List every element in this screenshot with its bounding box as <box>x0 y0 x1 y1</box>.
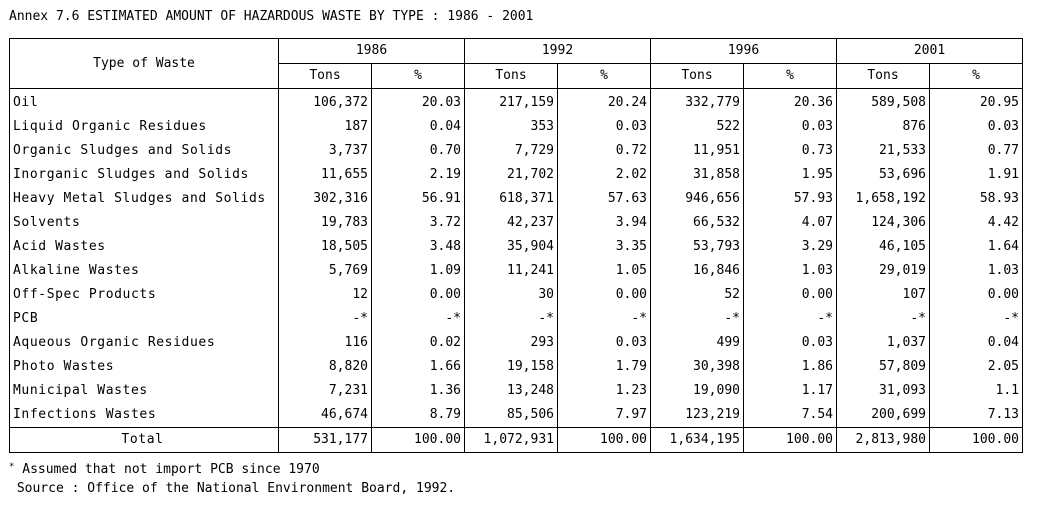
percent-cell: 1.86 <box>744 355 837 379</box>
tons-cell: 876 <box>837 115 930 139</box>
total-cell: 531,177 <box>279 428 372 453</box>
percent-cell: 1.03 <box>930 259 1023 283</box>
total-row <box>10 428 1023 453</box>
percent-cell: 0.72 <box>558 139 651 163</box>
hazardous-waste-table <box>9 38 1023 453</box>
percent-cell: 0.03 <box>558 115 651 139</box>
tons-cell: -* <box>465 307 558 331</box>
tons-cell: 11,655 <box>279 163 372 187</box>
percent-cell: 0.03 <box>744 331 837 355</box>
percent-cell: 1.95 <box>744 163 837 187</box>
percent-cell: 0.73 <box>744 139 837 163</box>
tons-cell: 332,779 <box>651 89 744 116</box>
tons-cell: 31,093 <box>837 379 930 403</box>
percent-cell: 0.00 <box>930 283 1023 307</box>
table-row <box>10 283 1023 307</box>
tons-cell: 5,769 <box>279 259 372 283</box>
tons-cell: 116 <box>279 331 372 355</box>
table-row <box>10 355 1023 379</box>
waste-type-label: Organic Sludges and Solids <box>10 139 279 163</box>
tons-cell: 11,241 <box>465 259 558 283</box>
total-cell: 1,634,195 <box>651 428 744 453</box>
percent-cell: 3.29 <box>744 235 837 259</box>
percent-header: % <box>744 64 837 89</box>
percent-cell: -* <box>744 307 837 331</box>
tons-cell: 35,904 <box>465 235 558 259</box>
percent-cell: 1.03 <box>744 259 837 283</box>
tons-cell: 107 <box>837 283 930 307</box>
tons-cell: 16,846 <box>651 259 744 283</box>
tons-cell: 1,658,192 <box>837 187 930 211</box>
tons-cell: 353 <box>465 115 558 139</box>
footnote-marker: * <box>9 462 15 472</box>
tons-cell: 522 <box>651 115 744 139</box>
percent-cell: 3.72 <box>372 211 465 235</box>
percent-cell: 1.17 <box>744 379 837 403</box>
table-row <box>10 331 1023 355</box>
percent-cell: 2.02 <box>558 163 651 187</box>
waste-type-label: Acid Wastes <box>10 235 279 259</box>
percent-cell: 2.19 <box>372 163 465 187</box>
table-row <box>10 259 1023 283</box>
percent-cell: 0.77 <box>930 139 1023 163</box>
tons-cell: 18,505 <box>279 235 372 259</box>
tons-cell: 589,508 <box>837 89 930 116</box>
percent-cell: 56.91 <box>372 187 465 211</box>
year-header-1986: 1986 <box>279 39 465 64</box>
percent-cell: -* <box>930 307 1023 331</box>
percent-cell: 58.93 <box>930 187 1023 211</box>
waste-type-label: Municipal Wastes <box>10 379 279 403</box>
year-header-row <box>10 39 1023 64</box>
percent-cell: 0.04 <box>930 331 1023 355</box>
tons-cell: 499 <box>651 331 744 355</box>
percent-cell: 1.79 <box>558 355 651 379</box>
tons-cell: -* <box>651 307 744 331</box>
percent-cell: 2.05 <box>930 355 1023 379</box>
year-header-1996: 1996 <box>651 39 837 64</box>
table-row <box>10 307 1023 331</box>
tons-cell: 31,858 <box>651 163 744 187</box>
tons-header: Tons <box>279 64 372 89</box>
waste-type-label: Oil <box>10 89 279 116</box>
total-cell: 100.00 <box>372 428 465 453</box>
tons-cell: 11,951 <box>651 139 744 163</box>
percent-cell: 7.54 <box>744 403 837 428</box>
percent-cell: 4.42 <box>930 211 1023 235</box>
tons-cell: 187 <box>279 115 372 139</box>
percent-cell: 57.93 <box>744 187 837 211</box>
year-header-1992: 1992 <box>465 39 651 64</box>
footnote <box>9 460 455 498</box>
tons-cell: 21,533 <box>837 139 930 163</box>
tons-cell: 7,729 <box>465 139 558 163</box>
percent-cell: 1.91 <box>930 163 1023 187</box>
footnote-note: Assumed that not import PCB since 1970 <box>14 462 320 477</box>
tons-cell: 52 <box>651 283 744 307</box>
percent-cell: 0.02 <box>372 331 465 355</box>
tons-cell: 19,090 <box>651 379 744 403</box>
percent-cell: 1.64 <box>930 235 1023 259</box>
percent-cell: 0.03 <box>558 331 651 355</box>
table-row <box>10 211 1023 235</box>
waste-type-label: Infections Wastes <box>10 403 279 428</box>
year-header-2001: 2001 <box>837 39 1023 64</box>
percent-cell: 1.09 <box>372 259 465 283</box>
tons-cell: 30 <box>465 283 558 307</box>
percent-cell: 4.07 <box>744 211 837 235</box>
percent-header: % <box>558 64 651 89</box>
percent-cell: 3.35 <box>558 235 651 259</box>
tons-cell: 85,506 <box>465 403 558 428</box>
total-cell: 100.00 <box>744 428 837 453</box>
tons-cell: 123,219 <box>651 403 744 428</box>
tons-header: Tons <box>651 64 744 89</box>
tons-cell: 53,696 <box>837 163 930 187</box>
waste-type-label: Off-Spec Products <box>10 283 279 307</box>
tons-cell: 106,372 <box>279 89 372 116</box>
tons-cell: 293 <box>465 331 558 355</box>
waste-type-label: Solvents <box>10 211 279 235</box>
tons-cell: 42,237 <box>465 211 558 235</box>
percent-cell: -* <box>372 307 465 331</box>
tons-cell: 200,699 <box>837 403 930 428</box>
footnote-source: Source : Office of the National Environment Board, 1992. <box>9 481 456 496</box>
waste-type-label: Aqueous Organic Residues <box>10 331 279 355</box>
percent-cell: 1.36 <box>372 379 465 403</box>
waste-type-label: Liquid Organic Residues <box>10 115 279 139</box>
waste-type-label: Photo Wastes <box>10 355 279 379</box>
percent-header: % <box>930 64 1023 89</box>
waste-type-label: Inorganic Sludges and Solids <box>10 163 279 187</box>
tons-cell: -* <box>279 307 372 331</box>
table-row <box>10 163 1023 187</box>
percent-cell: 1.05 <box>558 259 651 283</box>
percent-cell: 3.48 <box>372 235 465 259</box>
percent-cell: 0.03 <box>744 115 837 139</box>
percent-cell: 20.36 <box>744 89 837 116</box>
tons-cell: 29,019 <box>837 259 930 283</box>
tons-cell: 57,809 <box>837 355 930 379</box>
tons-header: Tons <box>465 64 558 89</box>
percent-cell: -* <box>558 307 651 331</box>
tons-cell: 66,532 <box>651 211 744 235</box>
percent-cell: 1.1 <box>930 379 1023 403</box>
tons-header: Tons <box>837 64 930 89</box>
percent-cell: 0.00 <box>558 283 651 307</box>
tons-cell: 618,371 <box>465 187 558 211</box>
tons-cell: 124,306 <box>837 211 930 235</box>
page-title: Annex 7.6 ESTIMATED AMOUNT OF HAZARDOUS WASTE BY TYPE : 1986 - 2001 <box>9 9 534 24</box>
percent-cell: 0.00 <box>744 283 837 307</box>
tons-cell: 46,105 <box>837 235 930 259</box>
waste-type-label: Alkaline Wastes <box>10 259 279 283</box>
tons-cell: 1,037 <box>837 331 930 355</box>
table-row <box>10 235 1023 259</box>
total-cell: 1,072,931 <box>465 428 558 453</box>
table-row <box>10 379 1023 403</box>
tons-cell: 30,398 <box>651 355 744 379</box>
table-row <box>10 403 1023 428</box>
tons-cell: 19,783 <box>279 211 372 235</box>
waste-type-label: Heavy Metal Sludges and Solids <box>10 187 279 211</box>
percent-cell: 3.94 <box>558 211 651 235</box>
tons-cell: 21,702 <box>465 163 558 187</box>
percent-cell: 0.04 <box>372 115 465 139</box>
tons-cell: 3,737 <box>279 139 372 163</box>
total-cell: 100.00 <box>930 428 1023 453</box>
table-row <box>10 139 1023 163</box>
table-row <box>10 115 1023 139</box>
tons-cell: 302,316 <box>279 187 372 211</box>
percent-cell: 20.95 <box>930 89 1023 116</box>
waste-type-label: PCB <box>10 307 279 331</box>
tons-cell: 13,248 <box>465 379 558 403</box>
tons-cell: 19,158 <box>465 355 558 379</box>
table-row <box>10 89 1023 116</box>
tons-cell: 7,231 <box>279 379 372 403</box>
total-cell: 2,813,980 <box>837 428 930 453</box>
total-cell: 100.00 <box>558 428 651 453</box>
table-row <box>10 187 1023 211</box>
tons-cell: 53,793 <box>651 235 744 259</box>
percent-cell: 7.97 <box>558 403 651 428</box>
percent-cell: 0.03 <box>930 115 1023 139</box>
tons-cell: -* <box>837 307 930 331</box>
tons-cell: 217,159 <box>465 89 558 116</box>
percent-cell: 20.03 <box>372 89 465 116</box>
tons-cell: 46,674 <box>279 403 372 428</box>
table-body <box>10 89 1023 428</box>
percent-header: % <box>372 64 465 89</box>
percent-cell: 7.13 <box>930 403 1023 428</box>
percent-cell: 1.23 <box>558 379 651 403</box>
percent-cell: 20.24 <box>558 89 651 116</box>
type-of-waste-header: Type of Waste <box>10 39 279 89</box>
tons-cell: 946,656 <box>651 187 744 211</box>
percent-cell: 8.79 <box>372 403 465 428</box>
percent-cell: 57.63 <box>558 187 651 211</box>
percent-cell: 0.00 <box>372 283 465 307</box>
total-label: Total <box>10 428 279 453</box>
tons-cell: 12 <box>279 283 372 307</box>
percent-cell: 0.70 <box>372 139 465 163</box>
percent-cell: 1.66 <box>372 355 465 379</box>
tons-cell: 8,820 <box>279 355 372 379</box>
